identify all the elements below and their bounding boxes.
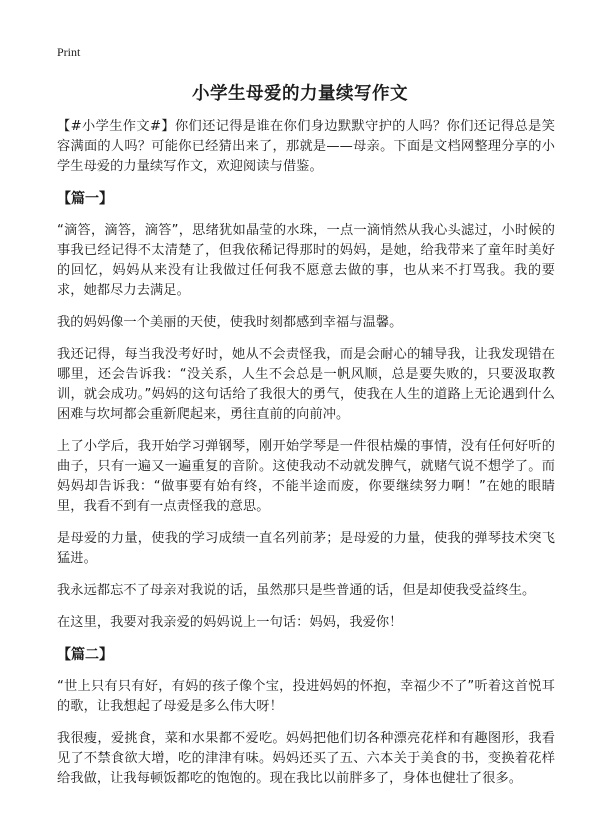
article-body [57,117,555,801]
section-heading-2: 【篇二】 [57,647,113,663]
paragraph: 我还记得，每当我没考好时，她从不会责怪我，而是会耐心的辅导我，让我发现错在哪里，还会告诉我：“没关系，人生不会总是一帆风顺，总是要失败的，只要汲取教训，就会成功。”妈妈的这句话给了我很大的勇气，使我在人生的道路上无论遇到什么困难与坎坷都会重新爬起来，勇往直前的向前冲。 [57,347,555,422]
paragraph: 我很瘦，爱挑食，菜和水果都不爱吃。妈妈把他们切各种漂亮花样和有趣图形，我看见了不禁食欲大增，吃的津津有味。妈妈还买了五、六本关于美食的书，变换着花样给我做，让我每顿饭都吃的饱饱的。现在我比以前胖多了，身体也健壮了很多。 [57,731,555,786]
paragraph: 上了小学后，我开始学习弹钢琴，刚开始学琴是一件很枯燥的事情，没有任何好听的曲子，只有一遍又一遍重复的音阶。这使我动不动就发脾气，就赌气说不想学了。而妈妈却告诉我：“做事要有始有终，不能半途而废，你要继续努力啊！”在她的眼睛里，我看不到有一点责怪我的意思。 [57,439,555,514]
paragraph: 我的妈妈像一个美丽的天使，使我时刻都感到幸福与温馨。 [57,315,403,330]
paragraph: “滴答，滴答，滴答”，思绪犹如晶莹的水珠，一点一滴悄然从我心头滤过，小时候的事我已经记得不太清楚了，但我依稀记得那时的妈妈，是她，给我带来了童年时美好的回忆，妈妈从来没有让我做过任何我不愿意去做的事，也从来不打骂我。我的要求，她都尽力去满足。 [57,223,555,298]
section-heading-1: 【篇一】 [57,191,113,207]
page-title: 小学生母爱的力量续写作文 [192,84,408,104]
intro-tag: 【#小学生作文#】 [57,119,175,134]
paragraph: 我永远都忘不了母亲对我说的话，虽然那只是些普通的话，但是却使我受益终生。 [57,583,536,598]
paragraph: 在这里，我要对我亲爱的妈妈说上一句话：妈妈，我爱你！ [57,615,403,630]
intro-paragraph [57,117,555,177]
intro-text: 你们还记得是谁在你们身边默默守护的人吗？你们还记得总是笑容满面的人吗？可能你已经猜出来了，那就是——母亲。下面是文档网整理分享的小学生母爱的力量续写作文，欢迎阅读与借鉴。 [57,119,555,174]
print-link[interactable]: Print [57,45,81,59]
paragraph: 是母爱的力量，使我的学习成绩一直名列前茅；是母爱的力量，使我的弹琴技术突飞猛进。 [57,531,555,566]
paragraph: “世上只有只有好，有妈的孩子像个宝，投进妈妈的怀抱，幸福少不了”听着这首悦耳的歌，让我想起了母爱是多么伟大呀！ [57,679,555,714]
